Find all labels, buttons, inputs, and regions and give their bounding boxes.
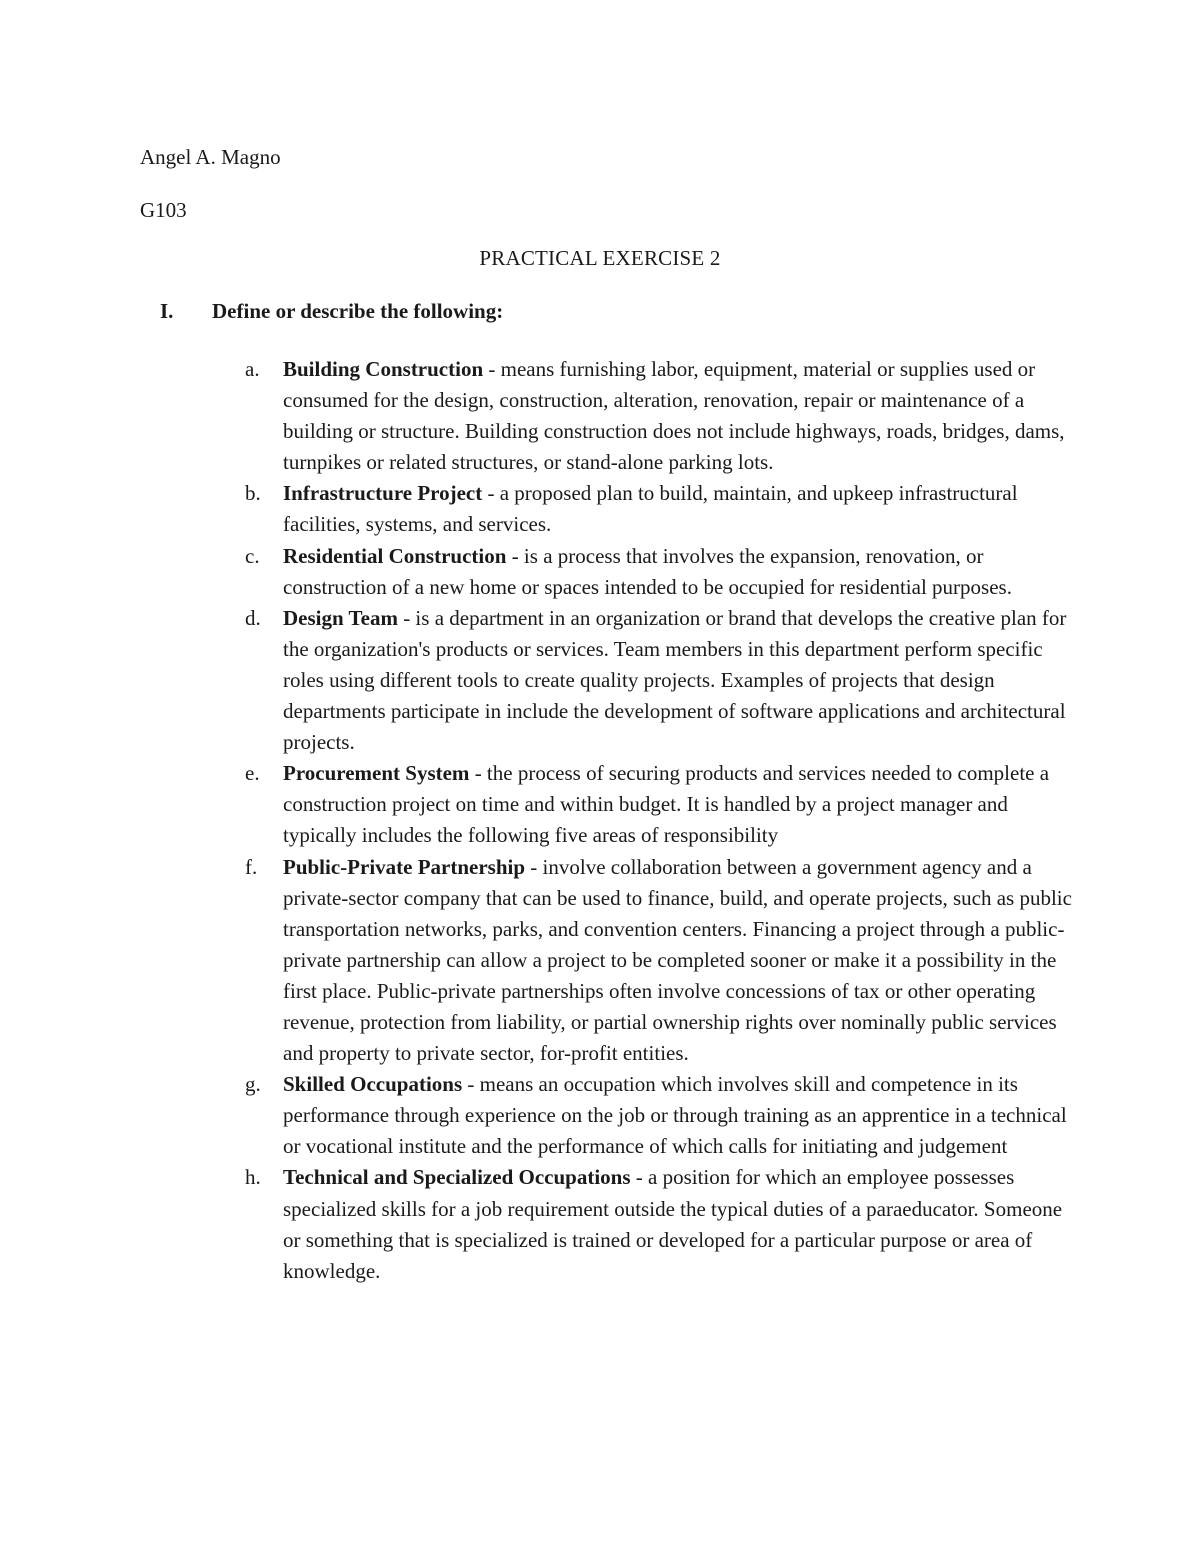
list-marker: f.	[245, 854, 258, 879]
list-marker: c.	[245, 543, 260, 568]
definition-item	[245, 1069, 1083, 1162]
list-marker: g.	[245, 1072, 261, 1097]
definition-text: - is a department in an organization or brand that develops the creative plan for the organization's products or services. Team members in this department perform specific roles using different tools to create quality projects. Examples of projects that design departments participate in include the development of software applications and architectural projects.	[283, 605, 1067, 755]
definition-text: - means furnishing labor, equipment, material or supplies used or consumed for the design, construction, alteration, renovation, repair or maintenance of a building or structure. Building construction does not include highways, roads, bridges, dams, turnpikes or related structures, or stand-alone parking lots.	[283, 357, 1065, 475]
definition-text: - means an occupation which involves skill and competence in its performance through experience on the job or through training as an apprentice in a technical or vocational institute and the performance of which calls for initiating and judgement	[283, 1072, 1067, 1159]
section-heading-text: Define or describe the following:	[212, 299, 504, 323]
section-heading	[160, 296, 503, 327]
list-marker: b.	[245, 481, 261, 506]
definition-term: Skilled Occupations	[283, 1072, 463, 1097]
definition-item	[245, 758, 1083, 851]
author-name: Angel A. Magno	[140, 145, 281, 169]
definition-term: Building Construction	[283, 357, 484, 381]
definition-text: - the process of securing products and services needed to complete a construction project on time and within budget. It is handled by a project manager and typically includes the following five areas of responsibility	[283, 761, 1050, 848]
definition-list	[245, 354, 1083, 1287]
definition-item	[245, 478, 1083, 540]
definition-item	[245, 541, 1083, 603]
definition-term: Technical and Specialized Occupations	[283, 1165, 631, 1190]
section-code: G103	[140, 198, 187, 222]
definition-text: - involve collaboration between a government agency and a private-sector company that can be used to finance, build, and operate projects, such as public transportation networks, parks, and convention centers. Financing a project through a public-private partnership can allow a project to be completed sooner or make it a possibility in the first place. Public-private partnerships often involve concessions of tax or other operating revenue, protection from liability, or partial ownership rights over nominally public services and property to private sector, for-profit entities.	[283, 854, 1072, 1066]
definition-text: - a position for which an employee possesses specialized skills for a job requirement outside the typical duties of a paraeducator. Someone or something that is specialized is trained or developed for a particular purpose or area of knowledge.	[283, 1165, 1063, 1283]
definition-item	[245, 852, 1083, 1070]
list-marker: a.	[245, 357, 260, 381]
section-numeral: I.	[160, 299, 174, 323]
definition-text: - a proposed plan to build, maintain, and upkeep infrastructural facilities, systems, and services.	[283, 481, 1018, 537]
definition-text: - is a process that involves the expansion, renovation, or construction of a new home or spaces intended to be occupied for residential purposes.	[283, 543, 1012, 599]
definition-term: Residential Construction	[283, 543, 507, 568]
definition-term: Public-Private Partnership	[283, 854, 526, 879]
document-title: PRACTICAL EXERCISE 2	[479, 246, 721, 270]
definition-item	[245, 603, 1083, 758]
definition-term: Infrastructure Project	[283, 481, 483, 506]
list-marker: d.	[245, 605, 261, 630]
list-marker: h.	[245, 1165, 261, 1190]
definition-term: Procurement System	[283, 761, 470, 786]
definition-item	[245, 354, 1083, 478]
definition-item	[245, 1162, 1083, 1286]
definition-term: Design Team	[283, 605, 398, 630]
list-marker: e.	[245, 761, 260, 786]
